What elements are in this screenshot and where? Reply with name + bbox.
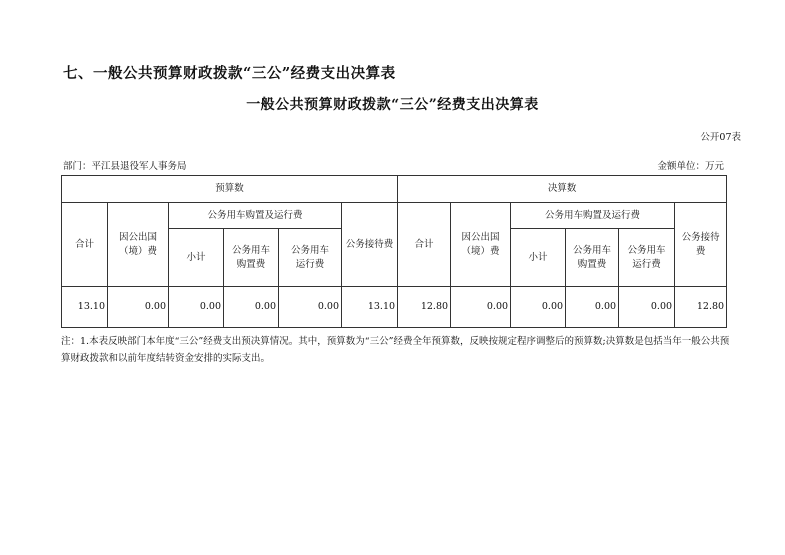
final-subtotal-value: 0.00 xyxy=(511,287,566,328)
final-total-value: 12.80 xyxy=(398,287,451,328)
budget-subtotal-header: 小计 xyxy=(169,229,224,287)
final-total-header: 合计 xyxy=(398,203,451,287)
budget-purchase-value: 0.00 xyxy=(224,287,279,328)
three-public-expenses-table xyxy=(61,175,727,328)
final-reception-header: 公务接待费 xyxy=(675,203,727,287)
budget-reception-value: 13.10 xyxy=(342,287,398,328)
final-reception-value: 12.80 xyxy=(675,287,727,328)
budget-abroad-value: 0.00 xyxy=(108,287,169,328)
final-purchase-value: 0.00 xyxy=(566,287,619,328)
final-vehicle-header: 公务用车购置及运行费 xyxy=(511,203,675,229)
final-operation-value: 0.00 xyxy=(619,287,675,328)
section-title: 七、一般公共预算财政拨款“三公”经费支出决算表 xyxy=(63,65,396,82)
form-number: 公开07表 xyxy=(700,132,741,143)
budget-vehicle-header: 公务用车购置及运行费 xyxy=(169,203,342,229)
table-title: 一般公共预算财政拨款“三公”经费支出决算表 xyxy=(246,97,539,113)
table-note: 注：1.本表反映部门本年度“三公”经费支出预决算情况。其中，预算数为“三公”经费全年预算数，反映按规定程序调整后的预算数;决算数是包括当年一般公共预算财政拨款和以前年度结转资金安排的实际支出。 xyxy=(61,336,730,364)
department-label: 部门：平江县退役军人事务局 xyxy=(63,161,187,172)
budget-purchase-header: 公务用车 购置费 xyxy=(224,229,279,287)
final-abroad-value: 0.00 xyxy=(451,287,511,328)
budget-operation-value: 0.00 xyxy=(279,287,342,328)
budget-abroad-header: 因公出国 （境）费 xyxy=(108,203,169,287)
final-abroad-header: 因公出国 （境）费 xyxy=(451,203,511,287)
budget-header: 预算数 xyxy=(62,176,398,203)
budget-total-value: 13.10 xyxy=(62,287,108,328)
budget-operation-header: 公务用车 运行费 xyxy=(279,229,342,287)
budget-reception-header: 公务接待费 xyxy=(342,203,398,287)
final-operation-header: 公务用车 运行费 xyxy=(619,229,675,287)
budget-subtotal-value: 0.00 xyxy=(169,287,224,328)
final-purchase-header: 公务用车 购置费 xyxy=(566,229,619,287)
table-row xyxy=(62,287,727,328)
unit-label: 金额单位：万元 xyxy=(657,161,724,172)
final-header: 决算数 xyxy=(398,176,727,203)
budget-total-header: 合计 xyxy=(62,203,108,287)
final-subtotal-header: 小计 xyxy=(511,229,566,287)
